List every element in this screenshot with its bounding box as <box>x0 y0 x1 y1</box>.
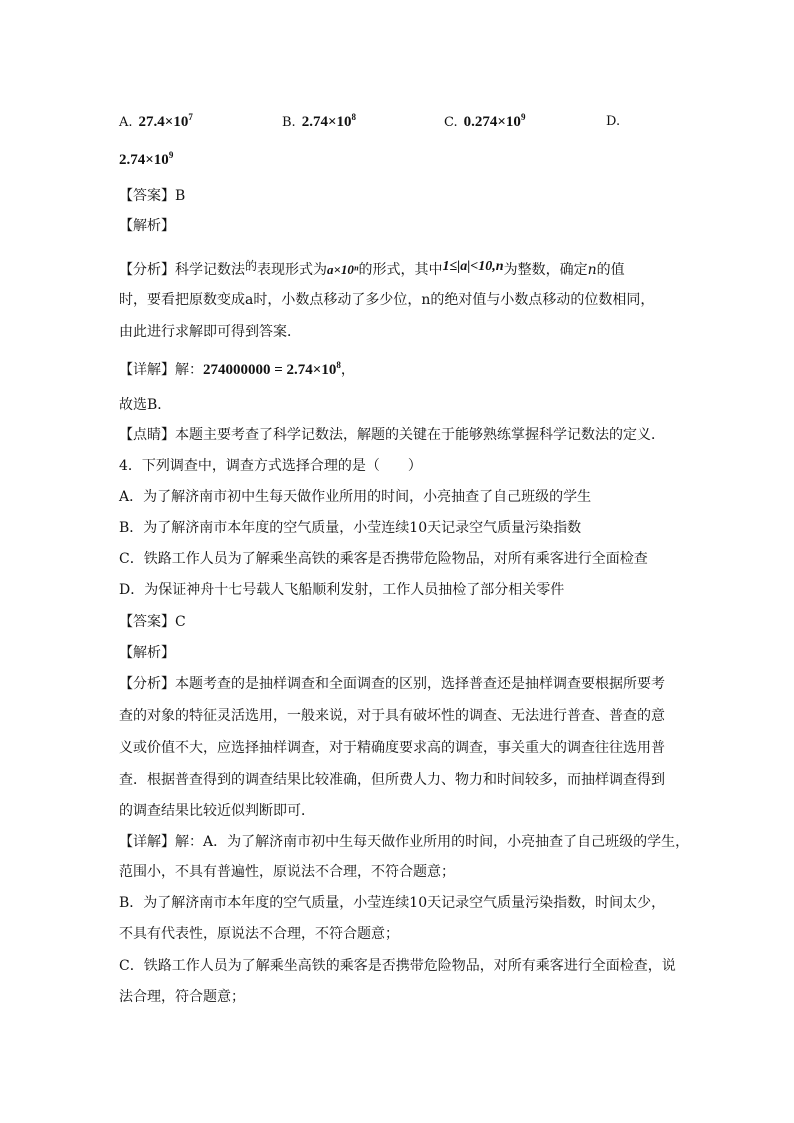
xiangjie-q4-line: B．为了解济南市本年度的空气质量，小莹连续10天记录空气质量污染指数，时间太少， <box>119 895 666 911</box>
option-value: $0.274\times 10^9$ <box>463 112 526 130</box>
q4-option-d: D．为保证神舟十七号载人飞船顺利发射，工作人员抽检了部分相关零件 <box>119 582 565 598</box>
option-d-value: $2.74\times 10^9$ <box>119 150 174 168</box>
formula: $274000000 = 2.74\times 10^8$ <box>203 360 341 378</box>
option-letter: D. <box>606 114 621 129</box>
option-letter: C. <box>444 115 458 130</box>
q4-option-b: B．为了解济南市本年度的空气质量，小莹连续10天记录空气质量污染指数 <box>119 520 582 536</box>
option-letter: B. <box>282 115 296 130</box>
formula: a×10ⁿ <box>327 262 359 277</box>
fenxi-q4-line: 查．根据普查得到的调查结果比较准确，但所费人力、物力和时间较多，而抽样调查得到 <box>119 772 665 788</box>
option-d <box>606 112 620 132</box>
dianjing-q3: 【点睛】本题主要考查了科学记数法，解题的关键在于能够熟练掌握科学记数法的定义． <box>119 427 665 443</box>
option-letter: A. <box>119 115 133 130</box>
fenxi-q4-line: 查的对象的特征灵活选用，一般来说，对于具有破坏性的调查、无法进行普查、普查的意 <box>119 708 665 724</box>
xiangjie-q3: 【详解】解：$274000000 = 2.74\times 10^8$， <box>119 360 355 378</box>
answer-q3: 【答案】B <box>119 188 186 204</box>
answer-q4: 【答案】C <box>119 614 186 630</box>
option-a <box>119 112 193 133</box>
option-value: $27.4\times 10^7$ <box>138 112 193 130</box>
q4-option-a: A．为了解济南市初中生每天做作业所用的时间，小亮抽查了自己班级的学生 <box>119 489 592 505</box>
option-value: $2.74\times 10^8$ <box>301 112 356 130</box>
xiangjie-q4-line: 法合理，符合题意； <box>119 989 245 1005</box>
fenxi-q3-line2: 时，要看把原数变成a时，小数点移动了多少位，n的绝对值与小数点移动的位数相同， <box>119 292 655 308</box>
analysis-title-q3: 【解析】 <box>119 218 175 234</box>
gu-xuan-q3: 故选B． <box>119 397 172 413</box>
option-b <box>282 112 356 133</box>
xiangjie-q4-line: 【详解】解：A．为了解济南市初中生每天做作业所用的时间，小亮抽查了自己班级的学生， <box>119 834 690 850</box>
fenxi-q4-line: 【分析】本题考查的是抽样调查和全面调查的区别，选择普查还是抽样调查要根据所要考 <box>119 676 665 692</box>
fenxi-q3-line3: 由此进行求解即可得到答案． <box>119 324 301 340</box>
xiangjie-q4-line: C．铁路工作人员为了解乘坐高铁的乘客是否携带危险物品，对所有乘客进行全面检查，说 <box>119 958 676 974</box>
fenxi-q4-line: 的调查结果比较近似判断即可． <box>119 803 315 819</box>
xiangjie-q4-line: 范围小，不具有普遍性，原说法不合理，不符合题意； <box>119 864 455 880</box>
option-c <box>444 112 525 133</box>
fenxi-q3-line1: 【分析】科学记数法的表现形式为a×10ⁿ的形式，其中1≤|a|<10,n为整数，确定n的值 <box>119 259 625 278</box>
q4-option-c: C．铁路工作人员为了解乘坐高铁的乘客是否携带危险物品，对所有乘客进行全面检查 <box>119 551 648 567</box>
q4-stem: 4．下列调查中，调查方式选择合理的是（ ） <box>119 458 422 474</box>
fenxi-q4-line: 义或价值不大，应选择抽样调查，对于精确度要求高的调查，事关重大的调查往往选用普 <box>119 740 665 756</box>
analysis-title-q4: 【解析】 <box>119 645 175 661</box>
xiangjie-q4-line: 不具有代表性，原说法不合理，不符合题意； <box>119 926 399 942</box>
formula: 1≤|a|<10,n <box>442 259 504 274</box>
